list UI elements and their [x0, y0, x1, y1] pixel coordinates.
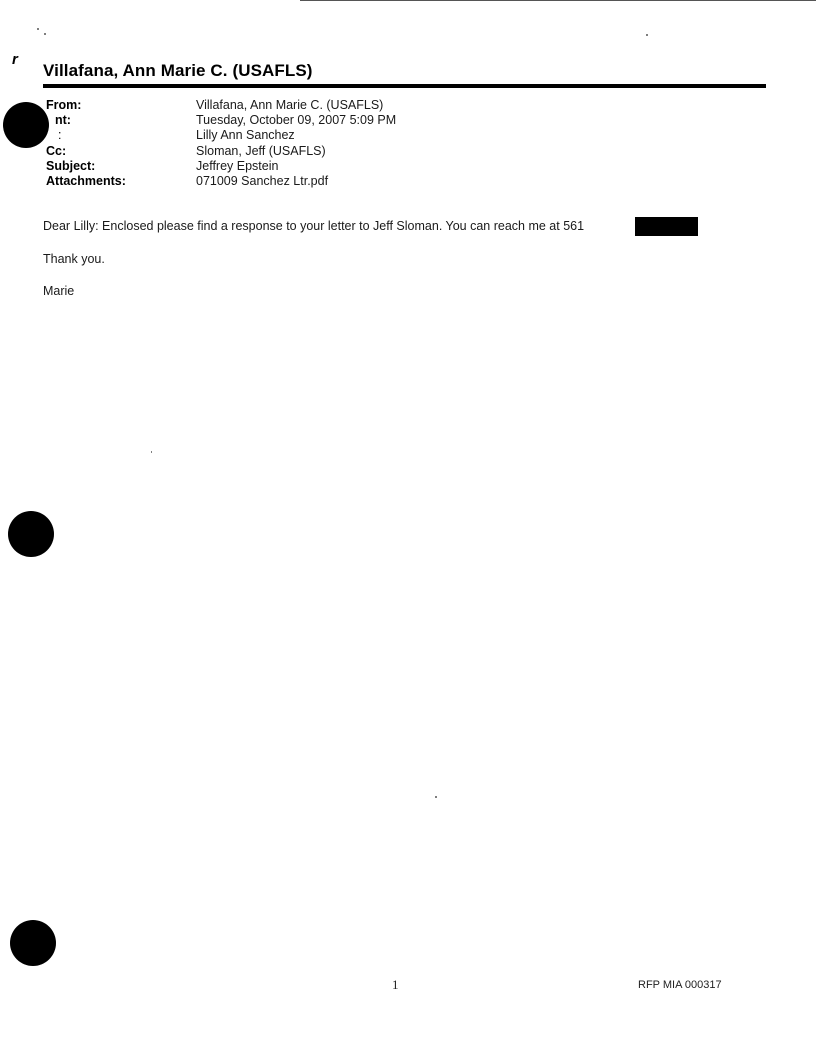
punch-hole-bottom [10, 920, 56, 966]
body-signature: Marie [43, 284, 75, 298]
document-header-name: Villafana, Ann Marie C. (USAFLS) [43, 61, 313, 80]
bates-number: RFP MIA 000317 [638, 979, 722, 991]
page-number: 1 [392, 977, 399, 992]
scan-speck [37, 28, 39, 30]
field-label-sent: nt: [55, 113, 71, 128]
scan-speck [646, 34, 648, 36]
field-label-cc: Cc: [46, 143, 67, 158]
scan-top-edge-line [300, 0, 816, 1]
header-rule [43, 84, 766, 88]
redaction-box [635, 217, 698, 236]
field-label-attachments: Attachments: [46, 173, 126, 188]
punch-hole-middle [8, 511, 54, 557]
body-line-thanks: Thank you. [43, 252, 105, 266]
field-value-cc: Sloman, Jeff (USAFLS) [196, 143, 326, 158]
field-label-from: From: [46, 98, 82, 112]
punch-hole-top [3, 102, 49, 148]
field-value-from: Villafana, Ann Marie C. (USAFLS) [196, 98, 384, 112]
scan-speck [151, 451, 152, 453]
body-line-greeting: Dear Lilly: Enclosed please find a response to your letter to Jeff Sloman. You can reach me at 561 [43, 219, 585, 233]
scan-speck [435, 796, 437, 798]
scan-mark: r [12, 51, 18, 68]
field-value-attachments: 071009 Sanchez Ltr.pdf [196, 173, 329, 188]
field-value-to: Lilly Ann Sanchez [196, 128, 295, 143]
field-label-to: : [58, 128, 62, 143]
field-label-subject: Subject: [46, 158, 96, 173]
field-value-sent: Tuesday, October 09, 2007 5:09 PM [196, 113, 397, 128]
scan-speck [44, 33, 46, 35]
field-value-subject: Jeffrey Epstein [196, 158, 279, 173]
